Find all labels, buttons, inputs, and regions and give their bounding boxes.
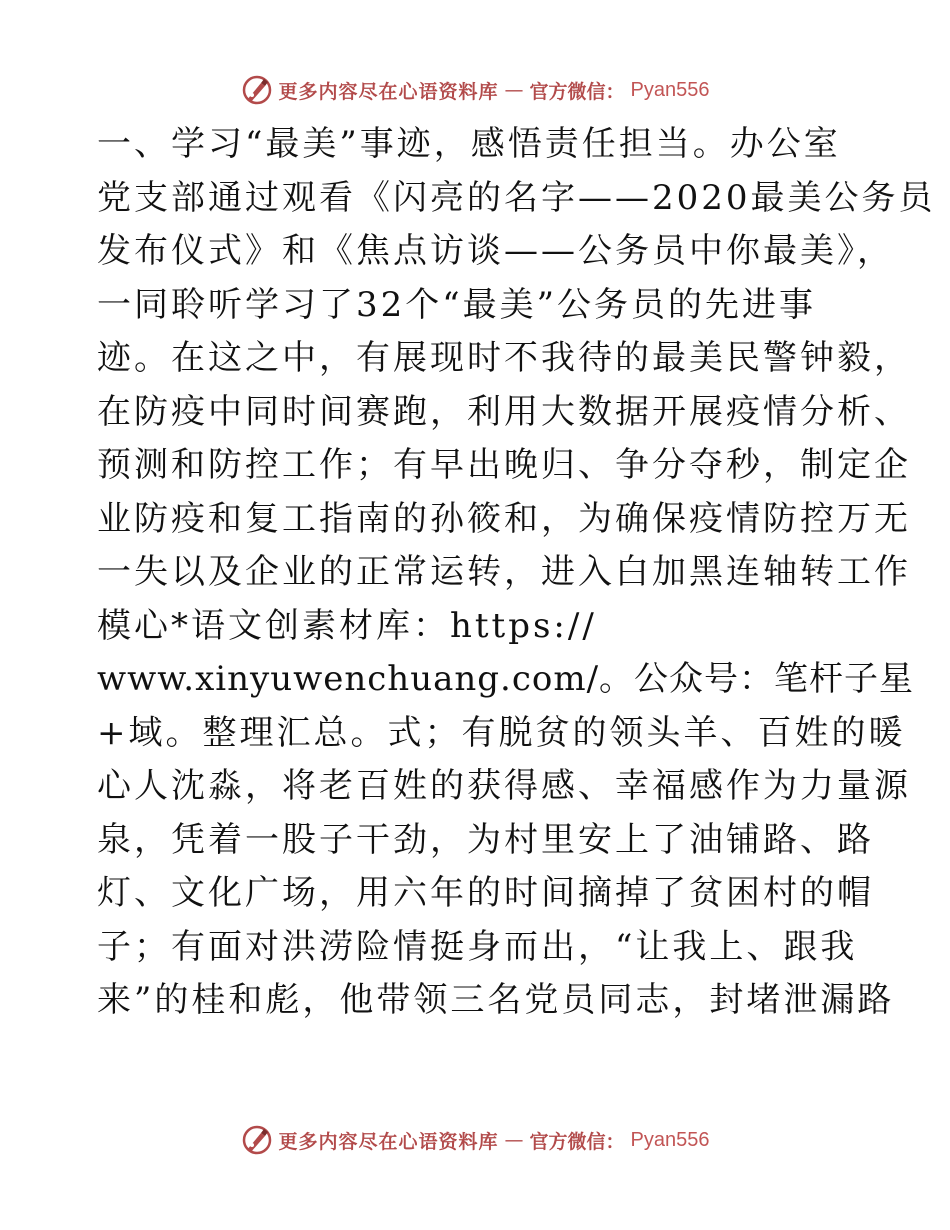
banner-wechat-id: Pyan556 — [630, 78, 710, 101]
text-line: 心人沈淼，将老百姓的获得感、幸福感作为力量源 — [97, 766, 911, 806]
banner-wechat-label: 官方微信： — [529, 80, 625, 103]
pen-logo-icon — [241, 74, 273, 106]
banner-dash: — — [504, 1129, 524, 1151]
text-line-url: www.xinyuwenchuang.com/。公众号：笔杆子星 — [97, 659, 915, 699]
banner-wechat-id: Pyan556 — [630, 1128, 710, 1151]
text-line: 党支部通过观看《闪亮的名字——2020最美公务员 — [97, 177, 936, 218]
banner-dash: — — [504, 79, 524, 101]
text-line: 预测和防控工作；有早出晚归、争分夺秒，制定企 — [97, 445, 911, 485]
document-body — [97, 118, 936, 1028]
banner-site-text: 更多内容尽在心语资料库 — [278, 1130, 499, 1153]
text-line: 业防疫和复工指南的孙筱和，为确保疫情防控万无 — [97, 498, 911, 539]
pen-logo-icon — [241, 1124, 273, 1156]
text-line: 来”的桂和彪，他带领三名党员同志，封堵泄漏路 — [97, 980, 895, 1020]
text-line: +域。整理汇总。式；有脱贫的领头羊、百姓的暖 — [97, 712, 906, 753]
text-line: 一同聆听学习了32个“最美”公务员的先进事 — [97, 284, 817, 325]
text-line: 模心*语文创素材库：https:// — [97, 605, 597, 646]
banner-wechat-label: 官方微信： — [529, 1130, 625, 1153]
text-line: 一失以及企业的正常运转，进入白加黑连轴转工作 — [97, 552, 911, 592]
banner-site-text: 更多内容尽在心语资料库 — [278, 80, 499, 103]
text-line: 子；有面对洪涝险情挺身而出，“让我上、跟我 — [97, 926, 858, 967]
text-line: 迹。在这之中，有展现时不我待的最美民警钟毅， — [97, 338, 911, 378]
footer-banner — [0, 1120, 950, 1160]
text-line: 灯、文化广场，用六年的时间摘掉了贫困村的帽 — [97, 873, 874, 913]
header-banner — [0, 70, 950, 110]
text-line: 一、学习“最美”事迹，感悟责任担当。办公室 — [97, 124, 841, 164]
text-line: 泉，凭着一股子干劲，为村里安上了油铺路、路 — [97, 819, 874, 860]
text-line: 在防疫中同时间赛跑，利用大数据开展疫情分析、 — [97, 391, 911, 432]
text-line: 发布仪式》和《焦点访谈——公务员中你最美》， — [97, 231, 894, 271]
